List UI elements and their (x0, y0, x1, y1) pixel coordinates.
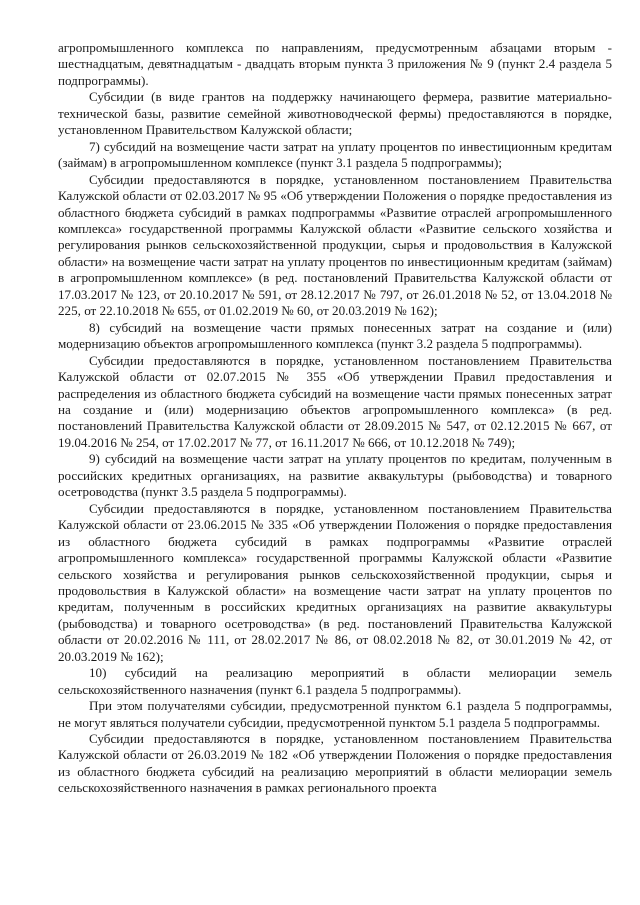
paragraph-item-8-procedure: Субсидии предоставляются в порядке, установленном постановлением Правительства Калужской области от 02.07.2015 № 355 «Об утверждении Правил предоставления и распределения из областного бюджета субсидий на возмещение части прямых понесенных затрат на создание и (или) модернизацию объектов агропромышленного комплекса» (в ред. постановлений Правительства Калужской области от 28.09.2015 № 547, от 02.12.2015 № 667, от 19.04.2016 № 254, от 17.02.2017 № 77, от 16.11.2017 № 666, от 10.12.2018 № 749); (58, 352, 612, 450)
document-page (58, 40, 612, 797)
paragraph-grants: Субсидии (в виде грантов на поддержку начинающего фермера, развитие материально-технической базы, развитие семейной животноводческой фермы) предоставляются в порядке, установленном Правительством Калужской области; (58, 89, 612, 138)
paragraph-item-10-recipients: При этом получателями субсидии, предусмотренной пунктом 6.1 раздела 5 подпрограммы, не могут являться получатели субсидии, предусмотренной пунктом 5.1 раздела 5 подпрограммы. (58, 698, 612, 730)
paragraph-item-10: 10) субсидий на реализацию мероприятий в области мелиорации земель сельскохозяйственного назначения (пункт 6.1 раздела 5 подпрограммы). (58, 665, 612, 697)
paragraph-item-9: 9) субсидий на возмещение части затрат на уплату процентов по кредитам, полученным в российских кредитных организациях, на развитие аквакультуры (рыбоводства) и товарного осетроводства (пункт 3.5 раздела 5 подпрограммы). (58, 451, 612, 500)
paragraph-item-8: 8) субсидий на возмещение части прямых понесенных затрат на создание и (или) модернизацию объектов агропромышленного комплекса (пункт 3.2 раздела 5 подпрограммы). (58, 319, 612, 352)
paragraph-item-7-procedure: Субсидии предоставляются в порядке, установленном постановлением Правительства Калужской области от 02.03.2017 № 95 «Об утверждении Положения о порядке предоставления из областного бюджета субсидий в рамках подпрограммы «Развитие отраслей агропромышленного комплекса» государственной программы Калужской области «Развитие сельского хозяйства и регулирования рынков сельскохозяйственной продукции, сырья и продовольствия в Калужской области» на возмещение части затрат на уплату процентов по инвестиционным кредитам (займам) в агропромышленном комплексе» (в ред. постановлений Правительства Калужской области от 17.03.2017 № 123, от 20.10.2017 № 591, от 28.12.2017 № 797, от 26.01.2018 № 52, от 13.04.2018 № 225, от 22.10.2018 № 655, от 01.02.2019 № 60, от 20.03.2019 № 162); (58, 171, 612, 319)
paragraph-item-9-procedure: Субсидии предоставляются в порядке, установленном постановлением Правительства Калужской области от 23.06.2015 № 335 «Об утверждении Положения о порядке предоставления из областного бюджета субсидий в рамках подпрограммы «Развитие отраслей агропромышленного комплекса» государственной программы Калужской области «Развитие сельского хозяйства и регулирования рынков сельскохозяйственной продукции, сырья и продовольствия в Калужской области» на возмещение части затрат на уплату процентов по кредитам, полученным в российских кредитных организациях на развитие аквакультуры (рыбоводства) и товарного осетроводства» (в ред. постановлений Правительства Калужской области от 20.02.2016 № 111, от 28.02.2017 № 86, от 08.02.2018 № 82, от 30.01.2019 № 42, от 20.03.2019 № 162); (58, 500, 612, 664)
paragraph-item-7: 7) субсидий на возмещение части затрат на уплату процентов по инвестиционным кредитам (займам) в агропромышленном комплексе (пункт 3.1 раздела 5 подпрограммы); (58, 138, 612, 171)
paragraph-item-10-procedure: Субсидии предоставляются в порядке, установленном постановлением Правительства Калужской области от 26.03.2019 № 182 «Об утверждении Положения о порядке предоставления из областного бюджета субсидий на реализацию мероприятий в области мелиорации земель сельскохозяйственного назначения в рамках регионального проекта (58, 731, 612, 796)
paragraph-pp-2-4-continuation: агропромышленного комплекса по направлениям, предусмотренным абзацами вторым - шестнадцатым, девятнадцатым - двадцать вторым пункта 3 приложения № 9 (пункт 2.4 раздела 5 подпрограммы). (58, 40, 612, 88)
